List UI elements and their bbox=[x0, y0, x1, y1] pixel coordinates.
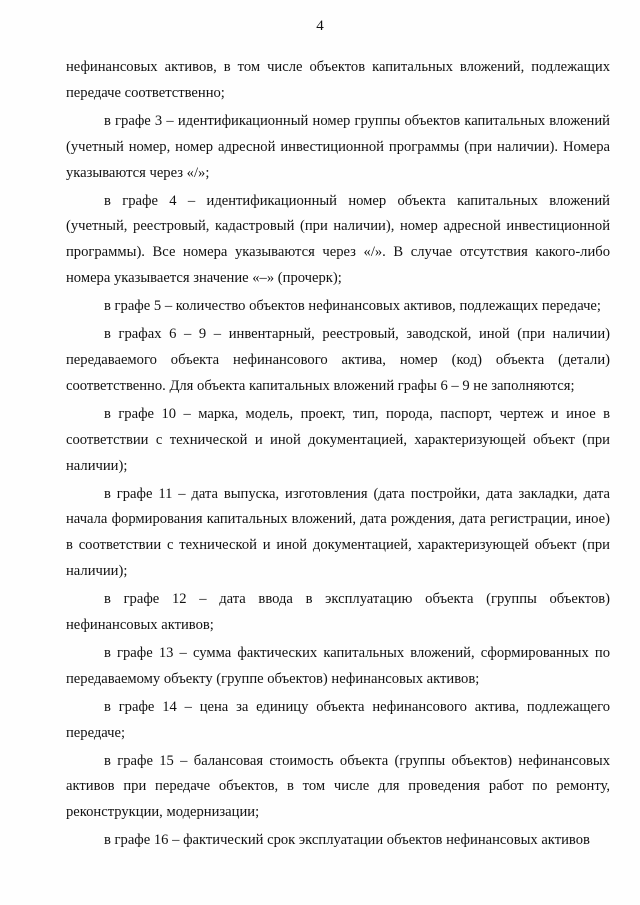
paragraph-column-3: в графе 3 – идентификационный номер группы объектов капитальных вложений (учетный номер, номер адресной инвестиционной программы (при наличии). Номера указываются через «/»; bbox=[66, 112, 610, 181]
paragraph-columns-6-9: в графах 6 – 9 – инвентарный, реестровый, заводской, иной (при наличии) передаваемого объекта нефинансового актива, номер (код) объекта (детали) соответственно. Для объекта капитальных вложений графы 6 – 9 не заполняются; bbox=[66, 326, 610, 394]
paragraph-column-16: в графе 16 – фактический срок эксплуатации объектов нефинансовых активов bbox=[104, 832, 590, 849]
paragraph-column-10: в графе 10 – марка, модель, проект, тип, порода, паспорт, чертеж и иное в соответствии с технической и иной документацией, характеризующей объект (при наличии); bbox=[66, 405, 610, 474]
document-body bbox=[66, 55, 610, 856]
paragraph-column-5: в графе 5 – количество объектов нефинансовых активов, подлежащих передаче; bbox=[104, 298, 601, 315]
paragraph-column-11: в графе 11 – дата выпуска, изготовления (дата постройки, дата закладки, дата начала формирования капитальных вложений, дата рождения, дата регистрации, иное) в соответствии с технической и иной документацией, характеризующей объект (при наличии); bbox=[66, 485, 610, 580]
paragraph-column-15: в графе 15 – балансовая стоимость объекта (группы объектов) нефинансовых активов при передаче объектов, в том числе для проведения работ по ремонту, реконструкции, модернизации; bbox=[66, 752, 610, 821]
paragraph-column-12: в графе 12 – дата ввода в эксплуатацию объекта (группы объектов) нефинансовых активов; bbox=[66, 591, 610, 634]
page-number: 4 bbox=[316, 18, 324, 34]
paragraph-column-13: в графе 13 – сумма фактических капитальных вложений, сформированных по передаваемому объекту (группе объектов) нефинансовых активов; bbox=[66, 644, 610, 687]
paragraph-column-4: в графе 4 – идентификационный номер объекта капитальных вложений (учетный, реестровый, кадастровый (при наличии), номер адресной инвестиционной программы). Все номера указываются через «/». В случае отсутствия какого-либо номера указывается значение «–» (прочерк); bbox=[66, 192, 610, 287]
paragraph-continuation: нефинансовых активов, в том числе объектов капитальных вложений, подлежащих передаче соответственно; bbox=[66, 59, 610, 101]
paragraph-column-14: в графе 14 – цена за единицу объекта нефинансового актива, подлежащего передаче; bbox=[66, 698, 610, 741]
